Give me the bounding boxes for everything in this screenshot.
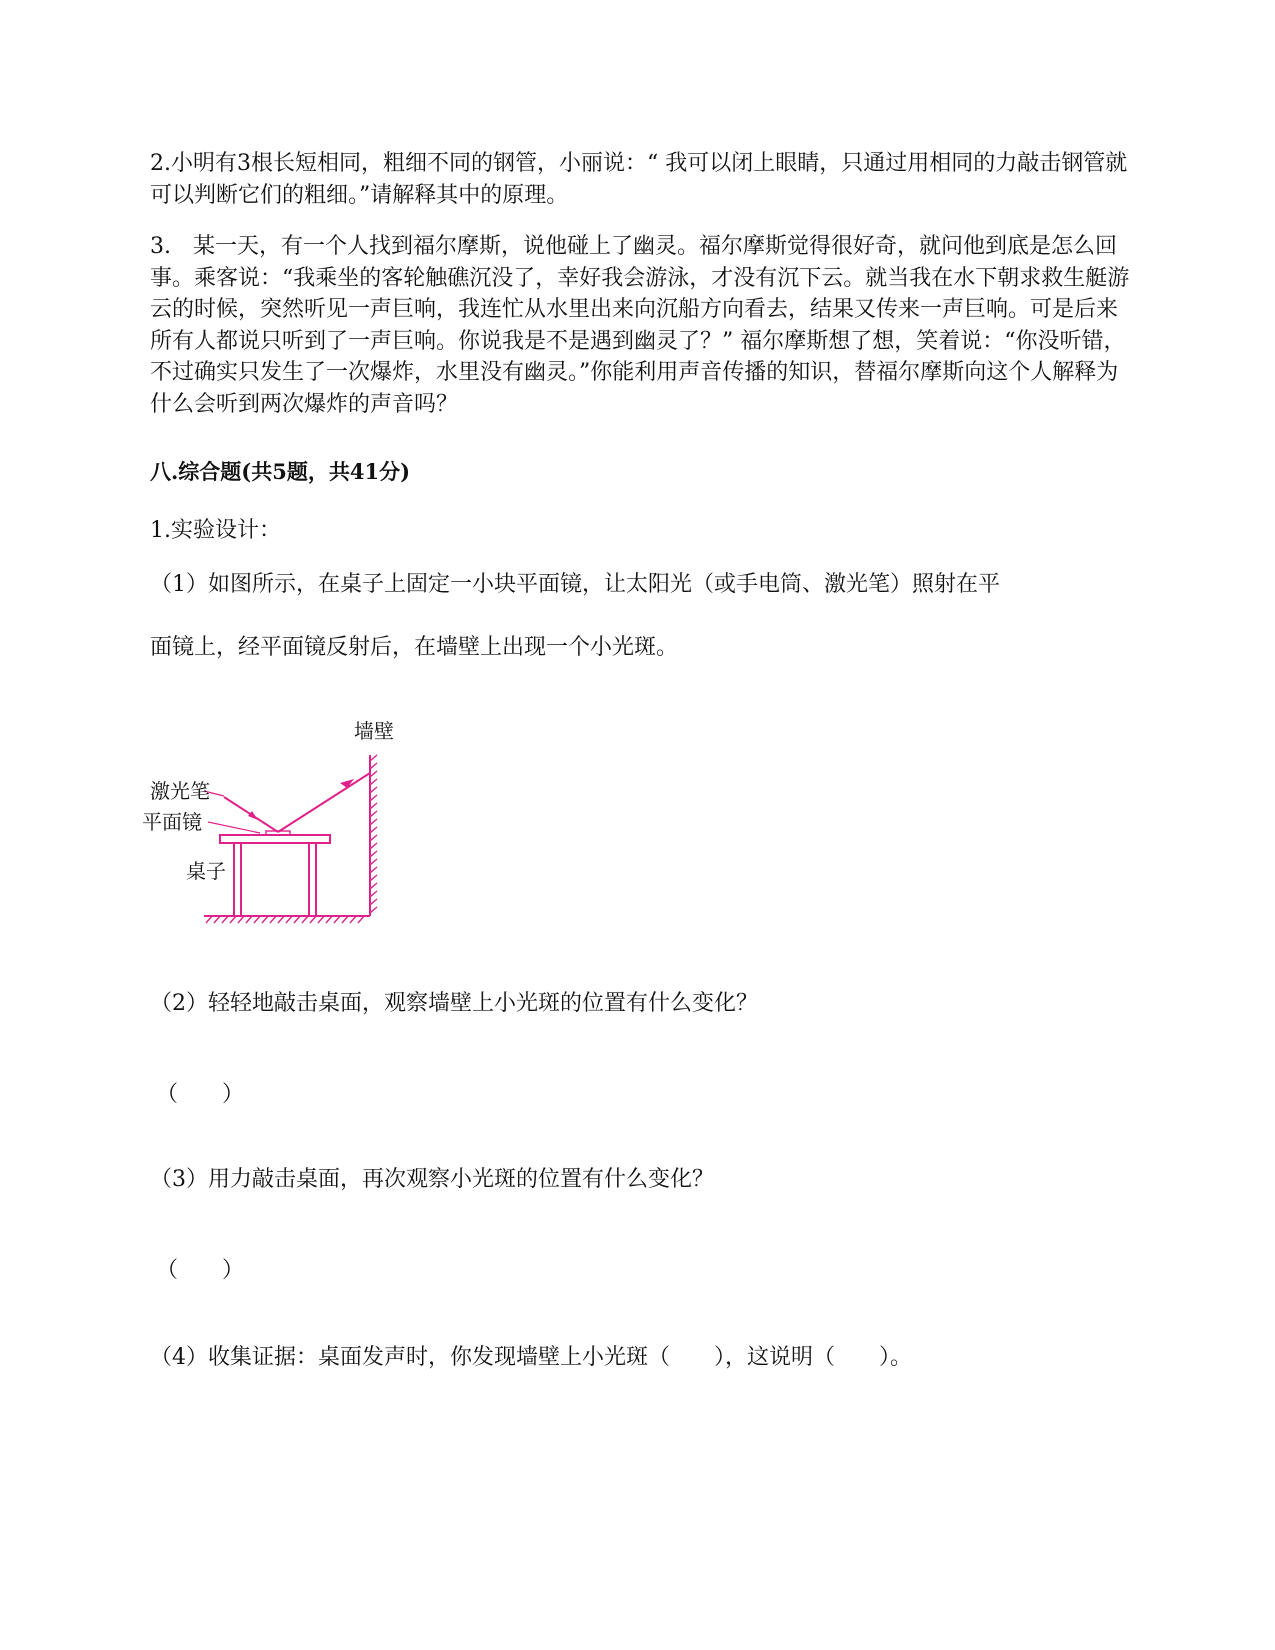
question-2: 2.小明有3根长短相同，粗细不同的钢管，小丽说：“ 我可以闭上眼睛，只通过用相同的力敲击钢管就可以判断它们的粗细。”请解释其中的原理。 xyxy=(150,151,1128,208)
mirror-experiment-figure xyxy=(142,705,472,930)
step-4: （4）收集证据：桌面发声时，你发现墙壁上小光斑（ ），这说明（ ）。 xyxy=(150,1345,912,1370)
step-3: （3）用力敲击桌面，再次观察小光斑的位置有什么变化？ xyxy=(150,1167,714,1192)
step-2: （2）轻轻地敲击桌面，观察墙壁上小光斑的位置有什么变化？ xyxy=(150,991,758,1016)
mirror-label: 平面镜 xyxy=(142,810,202,834)
table-top xyxy=(220,835,330,843)
answer-blank-3[interactable]: （ ） xyxy=(156,1258,245,1283)
worksheet-page xyxy=(142,148,1130,1373)
floor-hatch xyxy=(206,916,364,923)
experiment-title: 1.实验设计： xyxy=(150,518,281,543)
step-1-line-1: （1）如图所示，在桌子上固定一小块平面镜，让太阳光（或手电筒、激光笔）照射在平 xyxy=(150,572,1000,597)
question-3: 3. 某一天，有一个人找到福尔摩斯，说他碰上了幽灵。福尔摩斯觉得很好奇，就问他到底是怎么回事。乘客说：“我乘坐的客轮触礁沉没了，幸好我会游泳，才没有沉下云。就当我在水下朝求救生艇游云的时候，突然听见一声巨响，我连忙从水里出来向沉船方向看去，结果又传来一声巨响。可是后来所有人都说只听到了一声巨响。你说我是不是遇到幽灵了？” 福尔摩斯想了想，笑着说：“你没听错，不过确实只发生了一次爆炸，水里没有幽灵。”你能利用声音传播的知识，替福尔摩斯向这个人解释为什么会听到两次爆炸的声音吗？ xyxy=(150,234,1130,417)
mirror-leader xyxy=(208,822,260,833)
step-1-line-2: 面镜上，经平面镜反射后，在墙壁上出现一个小光斑。 xyxy=(150,635,679,660)
section-heading: 八.综合题(共5题，共41分) xyxy=(150,459,411,484)
wall-label: 墙壁 xyxy=(354,719,394,743)
beam-arrowheads xyxy=(248,779,354,820)
table-label: 桌子 xyxy=(186,859,226,883)
reflected-beam xyxy=(278,773,370,832)
answer-blank-2[interactable]: （ ） xyxy=(156,1082,245,1107)
wall-hatch xyxy=(370,755,377,913)
laser-label: 激光笔 xyxy=(150,779,210,803)
